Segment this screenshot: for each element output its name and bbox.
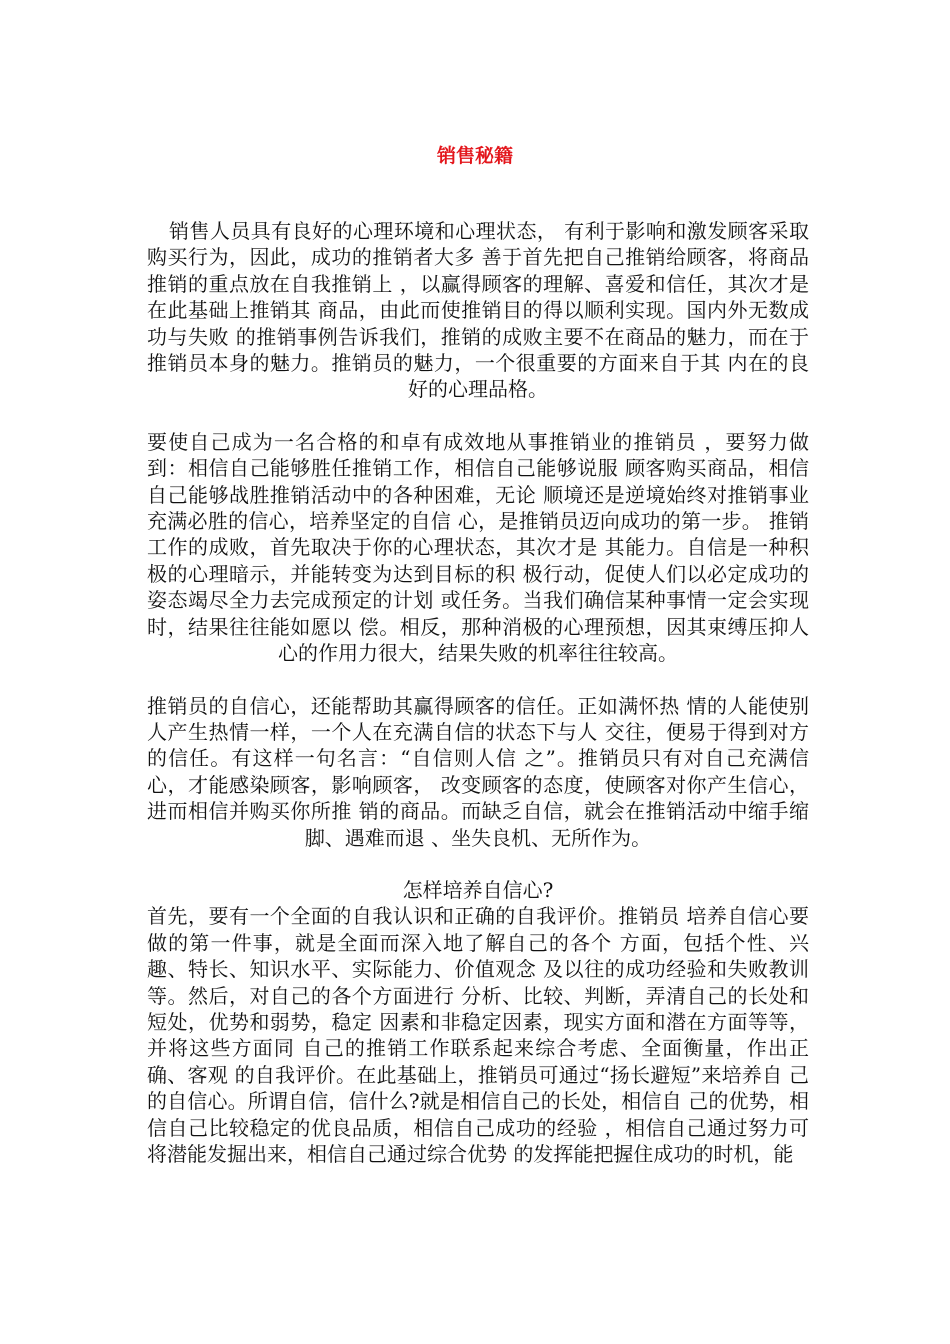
document-body [147, 218, 809, 1167]
paragraph-2: 要使自己成为一名合格的和卓有成效地从事推销业的推销员 ，要努力做到：相信自己能够胜任推销工作，相信自己能够说服 顾客购买商品，相信自己能够战胜推销活动中的各种困难，无论 顺境还是逆境始终对推销事业充满必胜的信心，培养坚定的自信 心，是推销员迈向成功的第一步。 推销工作的成败，首先取决于你的心理状态，其次才是 其能力。自信是一种积极的心理暗示，并能转变为达到目标的积 极行动，促使人们以必定成功的姿态竭尽全力去完成预定的计划 或任务。当我们确信某种事情一定会实现时，结果往往能如愿以 偿。相反，那种消极的心理预想，因其束缚压抑人心的作用力很大，结果失败的机率往往较高。 [147, 429, 809, 666]
section-paragraph: 首先，要有一个全面的自我认识和正确的自我评价。推销员 培养自信心要做的第一件事，就是全面而深入地了解自己的各个 方面，包括个性、兴趣、特长、知识水平、实际能力、价值观念 及以往的成功经验和失败教训等。然后，对自己的各个方面进行 分析、比较、判断，弄清自己的长处和短处，优势和弱势，稳定 因素和非稳定因素，现实方面和潜在方面等等，并将这些方面同 自己的推销工作联系起来综合考虑、全面衡量，作出正确、客观 的自我评价。在此基础上，推销员可通过“扬长避短”来培养自 己的自信心。所谓自信，信什么?就是相信自己的长处，相信自 己的优势，相信自己比较稳定的优良品质，相信自己成功的经验 ，相信自己通过努力可将潜能发掘出来，相信自己通过综合优势 的发挥能把握住成功的时机，能 [147, 904, 809, 1166]
document-title: 销售秘籍 [436, 145, 513, 167]
section-heading: 怎样培养自信心? [402, 877, 554, 902]
paragraph-1: 销售人员具有良好的心理环境和心理状态， 有利于影响和激发顾客采取购买行为，因此，成功的推销者大多 善于首先把自己推销给顾客，将商品推销的重点放在自我推销上 ，以赢得顾客的理解、喜爱和信任，其次才是在此基础上推销其 商品，由此而使推销目的得以顺利实现。国内外无数成功与失败 的推销事例告诉我们，推销的成败主要不在商品的魅力，而在于 推销员本身的魅力。推销员的魅力，一个很重要的方面来自于其 内在的良好的心理品格。 [147, 219, 809, 402]
paragraph-3: 推销员的自信心，还能帮助其赢得顾客的信任。正如满怀热 情的人能使别人产生热情一样，一个人在充满自信的状态下与人 交往，便易于得到对方的信任。有这样一句名言：“自信则人信 之”。推销员只有对自己充满信心，才能感染顾客，影响顾客， 改变顾客的态度，使顾客对你产生信心，进而相信并购买你所推 销的商品。而缺乏自信，就会在推销活动中缩手缩脚、遇难而退 、坐失良机、无所作为。 [147, 693, 809, 850]
